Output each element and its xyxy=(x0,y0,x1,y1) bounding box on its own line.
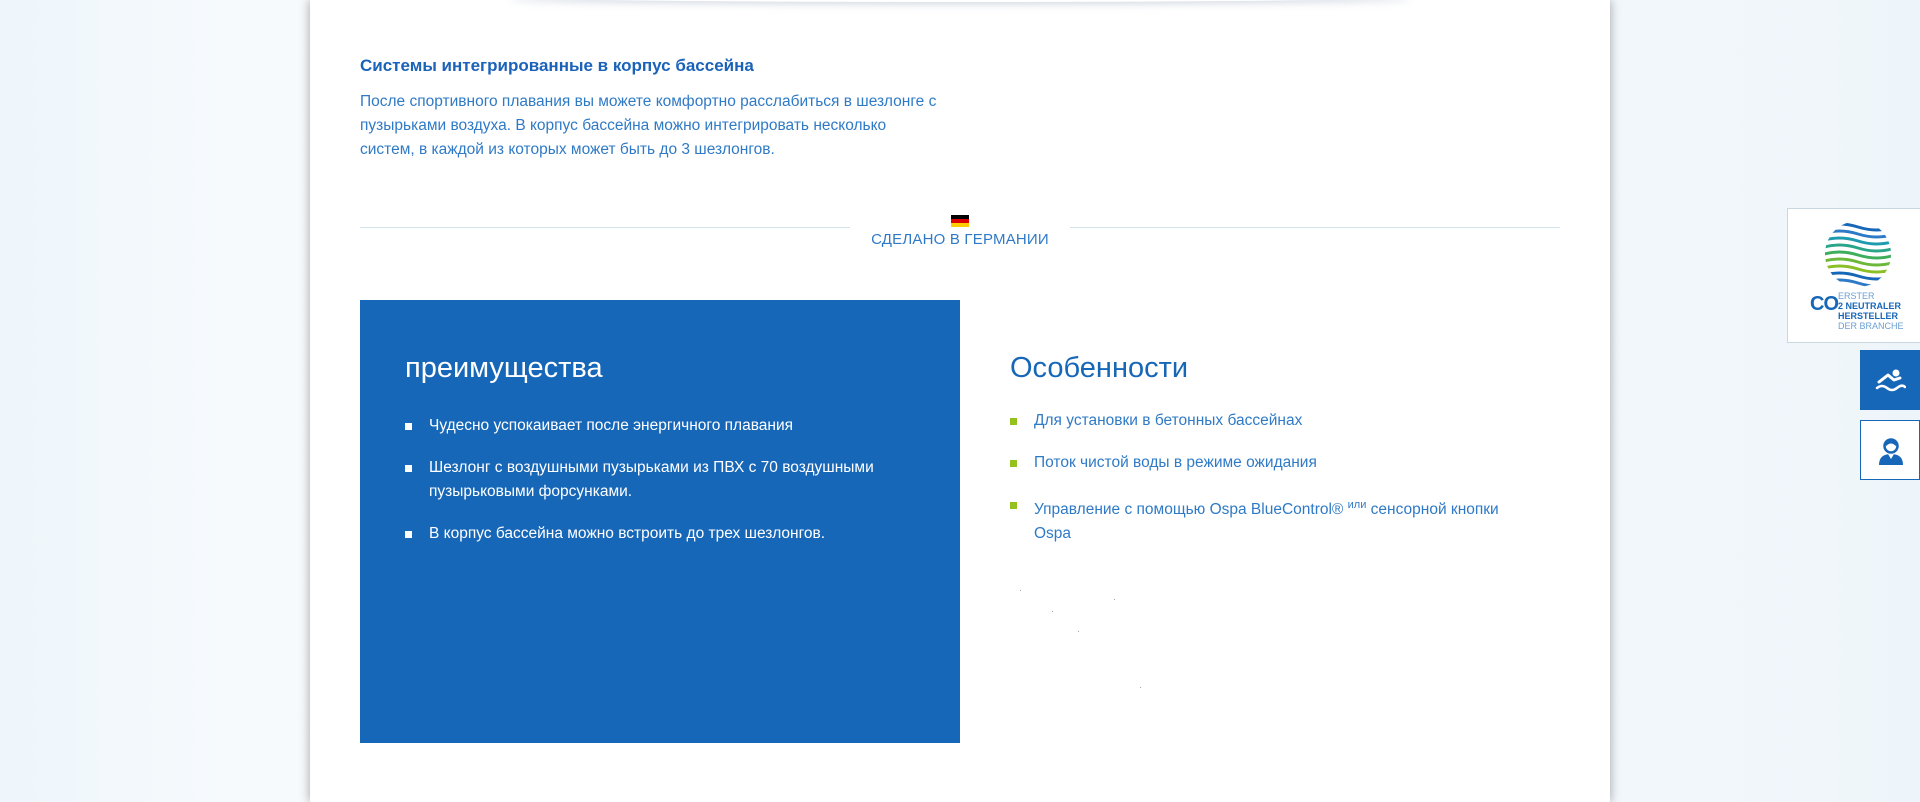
intro-section xyxy=(360,56,940,162)
artifact-dot xyxy=(1078,631,1079,632)
features-title: Особенности xyxy=(1010,352,1189,384)
list-item xyxy=(405,414,905,438)
list-item xyxy=(1010,451,1510,475)
list-item xyxy=(1010,493,1510,546)
bullet-icon xyxy=(405,465,412,472)
bullet-icon xyxy=(1010,502,1017,509)
feature-text: Поток чистой воды в режиме ожидания xyxy=(1034,454,1317,471)
divider-right xyxy=(1070,227,1560,228)
artifact-dot xyxy=(1114,599,1115,600)
bullet-icon xyxy=(1010,460,1017,467)
intro-text: После спортивного плавания вы можете комфортно расслабиться в шезлонге с пузырьками воздуха. В корпус бассейна можно интегрировать несколько систем, в каждой из которых может быть до 3 шезлонгов. xyxy=(360,93,937,158)
contact-button[interactable] xyxy=(1860,420,1920,480)
intro-heading: Системы интегрированные в корпус бассейна xyxy=(360,56,754,75)
advantage-text: В корпус бассейна можно встроить до трех шезлонгов. xyxy=(429,525,826,542)
artifact-dot xyxy=(1140,687,1141,688)
german-flag-icon xyxy=(951,215,969,227)
person-contact-icon xyxy=(1875,435,1907,467)
co2-big-label: CO xyxy=(1810,293,1838,315)
advantages-title: преимущества xyxy=(405,352,603,384)
bullet-icon xyxy=(405,531,412,538)
advantages-box xyxy=(360,300,960,743)
list-item xyxy=(1010,409,1510,433)
artifact-dot xyxy=(1052,611,1053,612)
advantage-text: Шезлонг с воздушными пузырьками из ПВХ с 70 воздушными пузырьковыми форсунками. xyxy=(429,459,874,500)
content-page xyxy=(310,0,1610,802)
divider-left xyxy=(360,227,850,228)
globe-waves-icon xyxy=(1821,219,1895,289)
feature-text: Управление с помощью Ospa BlueControl® $^{или}$ сенсорной кнопки Ospa xyxy=(1034,499,1499,543)
list-item xyxy=(405,456,905,504)
artifact-dot xyxy=(1020,590,1021,591)
made-in-germany xyxy=(360,215,1560,255)
list-item xyxy=(405,522,905,546)
co2-small-label: ERSTER 2 NEUTRALER HERSTELLER DER BRANCHE xyxy=(1838,291,1904,331)
bullet-icon xyxy=(405,423,412,430)
advantages-list xyxy=(405,414,905,564)
swim-button[interactable] xyxy=(1860,350,1920,410)
header-shadow xyxy=(510,0,1410,2)
made-in-label: СДЕЛАНО В ГЕРМАНИИ xyxy=(871,231,1049,248)
advantage-text: Чудесно успокаивает после энергичного плавания xyxy=(429,417,794,434)
swimmer-icon xyxy=(1874,364,1906,396)
co2-badge-text xyxy=(1810,291,1910,333)
co2-neutral-badge[interactable] xyxy=(1787,208,1920,343)
feature-text: Для установки в бетонных бассейнах xyxy=(1034,412,1303,429)
features-list xyxy=(1010,409,1510,546)
features-section xyxy=(1010,300,1510,564)
bullet-icon xyxy=(1010,418,1017,425)
